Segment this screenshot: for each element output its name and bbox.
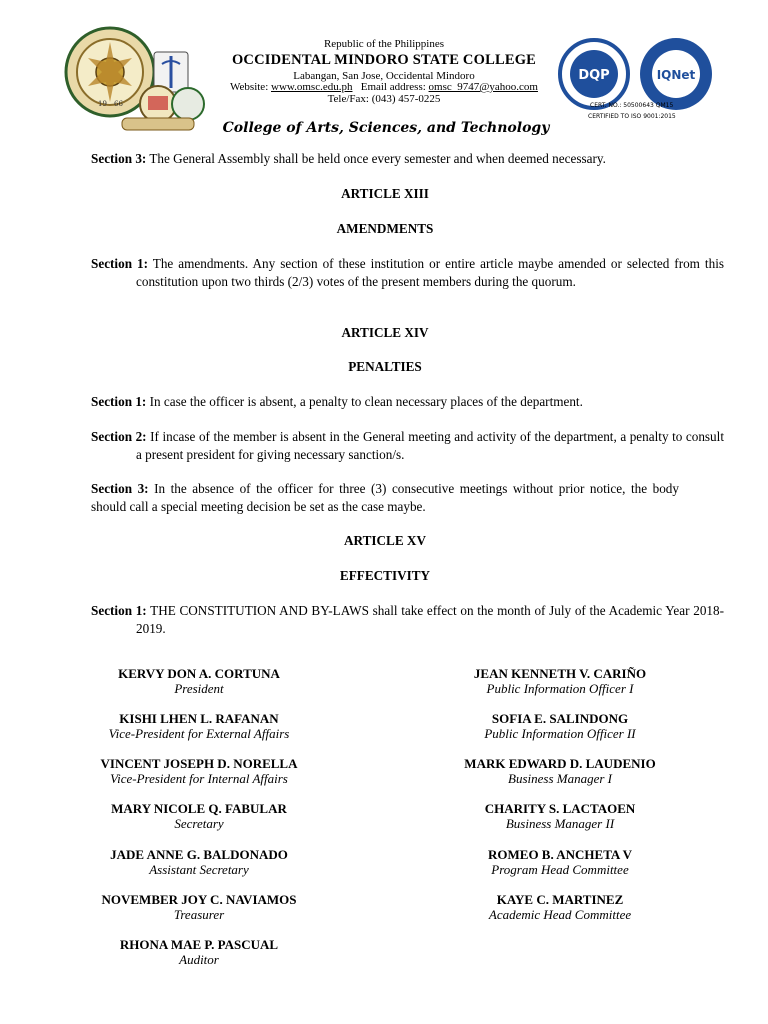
republic-line: Republic of the Philippines [323,38,445,50]
signatory-left [66,801,332,831]
signatory-left [66,711,332,741]
college-address: Labangan, San Jose, Occidental Mindoro [293,70,475,82]
college-seal-logo [62,22,208,134]
svg-text:IQNet: IQNet [656,68,696,82]
signatory-left [66,892,332,922]
amendments-section-1 [91,255,724,290]
section-text: THE CONSTITUTION AND BY-LAWS shall take effect on the month of July of the Academic Year 2018-2019. [136,603,724,636]
signatory-role: Public Information Officer I [486,681,634,696]
email-link[interactable]: omsc_9747@yahoo.com [428,81,538,93]
signatory-role: Program Head Committee [491,862,629,877]
penalties-section-1 [91,393,679,411]
section-text: The General Assembly shall be held once every semester and when deemed necessary. [146,151,606,166]
signatory-role: Public Information Officer II [484,726,636,741]
signatory-left [66,756,332,786]
signatory-name: JADE ANNE G. BALDONADO [110,847,288,862]
signatory-role: Business Manager I [508,771,612,786]
signatory-right [420,666,700,696]
section-label: Section 2: [91,429,147,444]
signatory-name: VINCENT JOSEPH D. NORELLA [100,756,298,771]
signatory-left [66,847,332,877]
signatory-role: Secretary [174,816,224,831]
signatory-right [420,711,700,741]
section-label: Section 3: [91,481,149,496]
signatory-role: Academic Head Committee [488,907,632,922]
signatory-name: KAYE C. MARTINEZ [496,892,624,907]
college-name: OCCIDENTAL MINDORO STATE COLLEGE [231,52,537,68]
signatory-role: Vice-President for Internal Affairs [110,771,288,786]
signatory-right [420,892,700,922]
signatory-name: RHONA MAE P. PASCUAL [119,937,279,952]
signatory-name: SOFIA E. SALINDONG [491,711,629,726]
signatory-right [420,756,700,786]
penalties-section-3 [91,480,679,515]
signatory-right [420,847,700,877]
svg-text:DQP: DQP [578,68,610,83]
signatory-name: KERVY DON A. CORTUNA [118,666,280,681]
article-xiii-title: ARTICLE XIII [341,186,429,201]
section-label: Section 1: [91,603,147,618]
signatory-role: Business Manager II [505,816,615,831]
cert-iso: CERTIFIED TO ISO 9001:2015 [588,113,676,120]
signatory-name: JEAN KENNETH V. CARIÑO [473,666,647,681]
section-label: Section 1: [91,256,149,271]
general-assembly-section [91,150,679,168]
department-title: College of Arts, Sciences, and Technology [222,120,550,136]
cert-number: CERT. NO.: 50500643 QM15 [590,102,674,109]
signatory-left [66,937,332,967]
signatory-name: CHARITY S. LACTAOEN [484,801,636,816]
signatory-name: KISHI LHEN L. RAFANAN [119,711,279,726]
contact-line [190,81,578,93]
section-label: Section 3: [91,151,147,166]
effectivity-heading: EFFECTIVITY [339,568,431,583]
signatory-role: Auditor [179,952,219,967]
telefax-line: Tele/Fax: (043) 457-0225 [327,93,441,105]
article-xiv-title: ARTICLE XIV [341,325,429,340]
signatory-name: MARY NICOLE Q. FABULAR [111,801,287,816]
effectivity-section-1 [91,602,724,637]
signatory-role: Vice-President for External Affairs [108,726,290,741]
section-text: In the absence of the officer for three (3) consecutive meetings without prior notice, the body should call a special meeting decision be set as the case maybe. [91,481,679,514]
signatory-name: ROMEO B. ANCHETA V [488,847,632,862]
svg-text:66: 66 [114,100,123,108]
penalties-section-2 [91,428,724,463]
website-link[interactable]: www.omsc.edu.ph [271,81,353,93]
article-xv-title: ARTICLE XV [344,533,426,548]
signatory-left [66,666,332,696]
signatory-name: MARK EDWARD D. LAUDENIO [464,756,656,771]
section-label: Section 1: [91,394,147,409]
section-text: The amendments. Any section of these institution or entire article maybe amended or selected from this constitution upon two thirds (2/3) votes of the present members during the quorum. [136,256,724,289]
website-label: Website: [230,81,269,93]
amendments-heading: AMENDMENTS [336,221,434,236]
section-text: If incase of the member is absent in the General meeting and activity of the department, a penalty to consult a present president for giving necessary sanction/s. [136,429,724,462]
signatory-role: Treasurer [173,907,225,922]
email-label: Email address: [360,81,426,93]
signatory-role: Assistant Secretary [149,862,249,877]
penalties-heading: PENALTIES [348,359,422,374]
letterhead [0,0,768,145]
svg-text:19: 19 [98,100,107,108]
section-text: In case the officer is absent, a penalty to clean necessary places of the department. [146,394,583,409]
signatory-right [420,801,700,831]
signatory-name: NOVEMBER JOY C. NAVIAMOS [101,892,297,907]
signatory-role: President [174,681,224,696]
